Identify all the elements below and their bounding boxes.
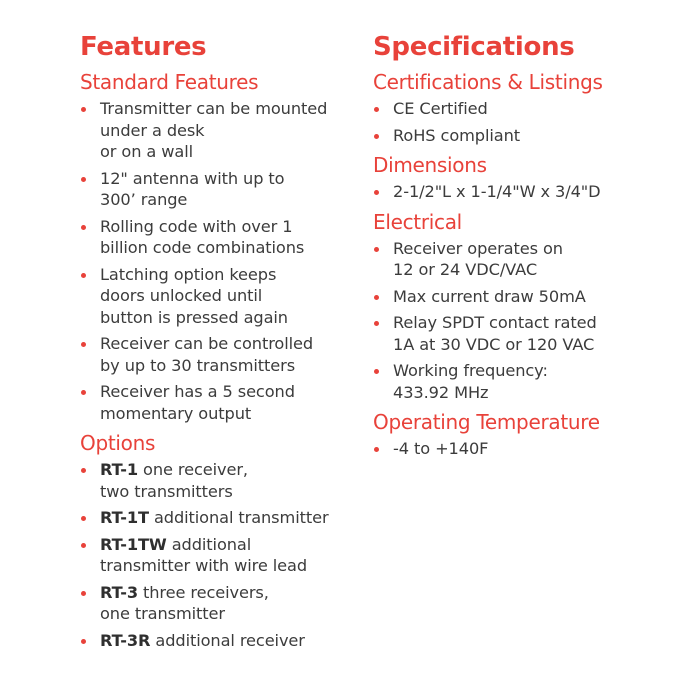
bullet-icon [81,342,86,347]
temperature-list [373,438,673,460]
standard-features-heading: Standard Features [80,70,259,94]
option-text-cont: two transmitters [100,481,233,501]
temperature-section [373,408,673,460]
item-line: -4 to +140F [393,439,489,458]
features-column [80,30,355,656]
dimensions-heading: Dimensions [373,153,487,177]
electrical-section [373,208,673,404]
item-line: or on a wall [100,142,194,161]
bullet-icon [81,591,86,596]
item-line: RoHS compliant [393,125,520,145]
bullet-icon [81,225,86,230]
list-item [373,312,673,355]
temperature-heading: Operating Temperature [373,410,600,434]
item-line: 12" antenna with up to [100,168,285,188]
list-item [80,98,355,163]
item-line: Relay SPDT contact rated [393,313,597,332]
option-code: RT-3 [100,582,138,602]
standard-features-section [80,68,355,424]
item-line: 300’ range [100,190,188,209]
bullet-icon [374,107,379,112]
option-text: additional [166,534,252,554]
specifications-title: Specifications [373,32,575,62]
bullet-icon [81,273,86,278]
option-item [80,507,355,529]
option-text-cont: one transmitter [100,604,225,623]
item-line: Receiver can be controlled [100,334,314,353]
certifications-list [373,98,673,146]
item-line: Latching option keeps [100,264,277,284]
bullet-icon [81,543,86,548]
option-text: additional transmitter [148,508,329,527]
bullet-icon [374,369,379,374]
item-line: 1A at 30 VDC or 120 VAC [393,334,595,354]
electrical-heading: Electrical [373,209,462,234]
item-line: 12 or 24 VDC/VAC [393,260,538,279]
bullet-icon [374,295,379,300]
bullet-icon [81,107,86,112]
list-item [373,238,673,281]
standard-features-list [80,98,355,424]
list-item [373,438,673,460]
option-code: RT-3R [100,630,151,650]
list-item [373,125,673,147]
options-list [80,459,355,651]
specifications-column [373,30,673,465]
list-item [80,264,355,329]
option-text: one receiver, [137,460,248,479]
list-item [373,286,673,308]
features-title: Features [80,32,207,62]
option-item [80,459,355,502]
item-line: Receiver operates on [393,238,563,258]
option-text: additional receiver [150,630,305,650]
list-item [80,216,355,259]
bullet-icon [81,639,86,644]
certifications-section [373,68,673,146]
certifications-heading: Certifications & Listings [373,70,603,94]
bullet-icon [81,390,86,395]
item-line: Transmitter can be mounted [100,99,328,118]
item-line: Working frequency: [393,361,548,380]
option-text: three receivers, [137,582,269,602]
item-line: by up to 30 transmitters [100,355,296,375]
bullet-icon [374,134,379,139]
list-item [80,333,355,376]
option-text-cont: transmitter with wire lead [100,556,308,575]
item-line: CE Certified [393,99,488,118]
item-line: Receiver has a 5 second [100,382,295,401]
options-section [80,429,355,651]
bullet-icon [81,468,86,473]
bullet-icon [374,321,379,326]
options-heading: Options [80,431,156,455]
option-item [80,582,355,625]
item-line: momentary output [100,403,252,423]
dimensions-section [373,151,673,203]
item-line: doors unlocked until [100,286,263,305]
bullet-icon [81,177,86,182]
item-line: Rolling code with over 1 [100,216,293,236]
option-item [80,534,355,577]
item-line: billion code combinations [100,238,305,257]
item-line: 2-1/2"L x 1-1/4"W x 3/4"D [393,182,601,201]
option-item [80,630,355,652]
item-line: Max current draw 50mA [393,286,586,306]
option-code: RT-1TW [100,534,167,554]
dimensions-list [373,181,673,203]
item-line: under a desk [100,120,205,140]
option-code: RT-1T [100,508,149,527]
list-item [80,168,355,211]
list-item [373,360,673,403]
option-code: RT-1 [100,460,138,479]
item-line: button is pressed again [100,307,288,327]
bullet-icon [374,447,379,452]
list-item [80,381,355,424]
bullet-icon [374,247,379,252]
electrical-list [373,238,673,404]
item-line: 433.92 MHz [393,382,489,402]
list-item [373,181,673,203]
bullet-icon [374,190,379,195]
list-item [373,98,673,120]
bullet-icon [81,516,86,521]
